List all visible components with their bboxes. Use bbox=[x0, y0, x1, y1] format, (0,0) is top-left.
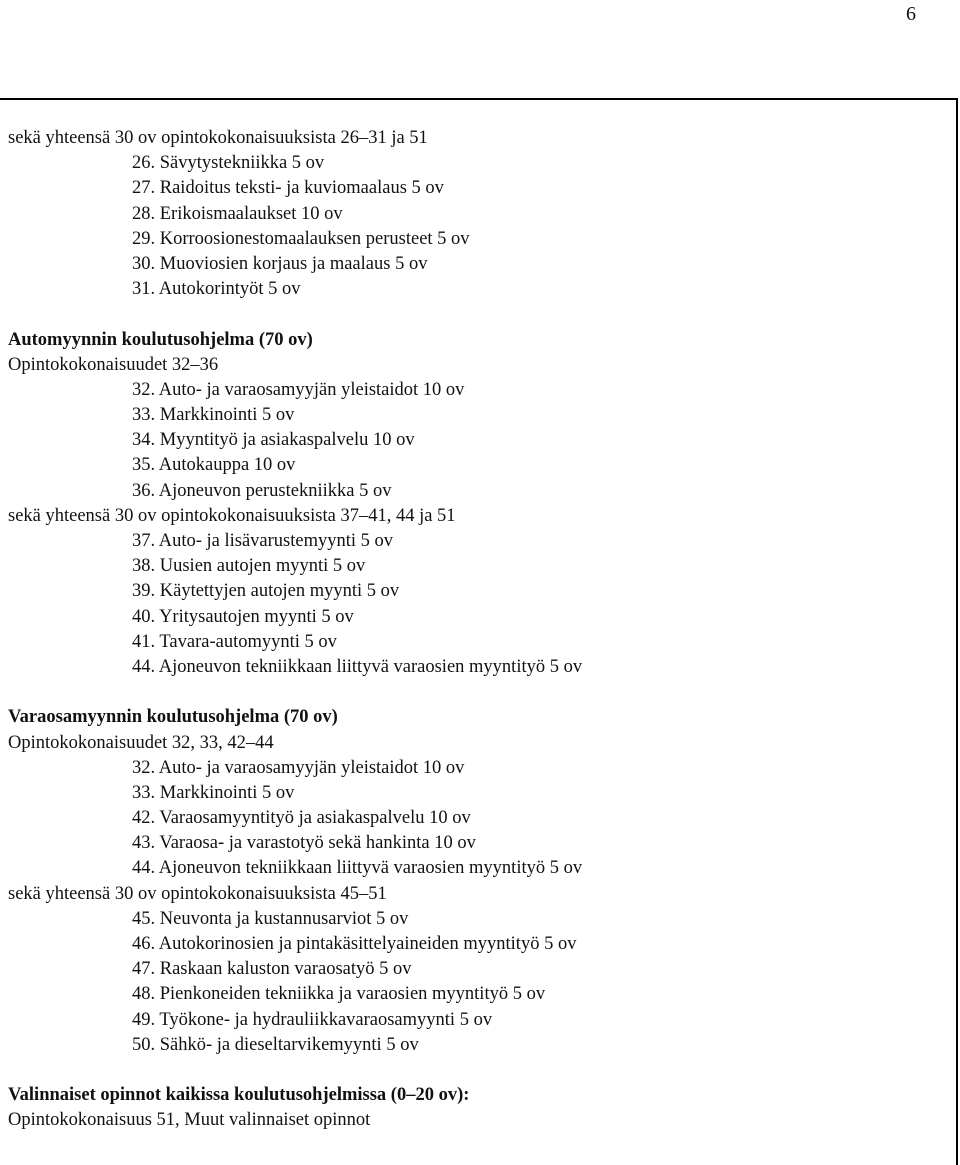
section-heading: Automyynnin koulutusohjelma (70 ov) bbox=[8, 329, 313, 350]
course-item: 41. Tavara-automyynti 5 ov bbox=[132, 631, 337, 652]
text-line: sekä yhteensä 30 ov opintokokonaisuuksista 26–31 ja 51 bbox=[8, 128, 428, 148]
course-item: 26. Sävytystekniikka 5 ov bbox=[132, 153, 325, 174]
course-item: 28. Erikoismaalaukset 10 ov bbox=[132, 203, 343, 224]
course-item: 35. Autokauppa 10 ov bbox=[132, 455, 296, 476]
course-item: 48. Pienkoneiden tekniikka ja varaosien myyntityö 5 ov bbox=[132, 984, 546, 1005]
course-item: 50. Sähkö- ja dieseltarvikemyynti 5 ov bbox=[132, 1034, 419, 1055]
course-item: 37. Auto- ja lisävarustemyynti 5 ov bbox=[132, 531, 394, 551]
course-item: 33. Markkinointi 5 ov bbox=[132, 782, 295, 803]
course-item: 27. Raidoitus teksti- ja kuviomaalaus 5 ov bbox=[132, 178, 444, 199]
page-number: 6 bbox=[906, 3, 916, 25]
paragraph-gap bbox=[8, 680, 952, 705]
course-item: 36. Ajoneuvon perustekniikka 5 ov bbox=[132, 480, 392, 501]
section-heading: Varaosamyynnin koulutusohjelma (70 ov) bbox=[8, 707, 338, 728]
course-item: 42. Varaosamyyntityö ja asiakaspalvelu 10 ov bbox=[132, 808, 471, 829]
course-item: 44. Ajoneuvon tekniikkaan liittyvä varaosien myyntityö 5 ov bbox=[132, 858, 583, 879]
paragraph-gap bbox=[8, 1058, 952, 1083]
course-item: 32. Auto- ja varaosamyyjän yleistaidot 10 ov bbox=[132, 757, 465, 778]
paragraph-gap bbox=[8, 302, 952, 327]
course-item: 38. Uusien autojen myynti 5 ov bbox=[132, 556, 366, 577]
course-item: 43. Varaosa- ja varastotyö sekä hankinta 10 ov bbox=[132, 833, 476, 854]
course-item: 39. Käytettyjen autojen myynti 5 ov bbox=[132, 581, 400, 602]
section-heading: Valinnaiset opinnot kaikissa koulutusohjelmissa (0–20 ov): bbox=[8, 1085, 470, 1106]
course-item: 34. Myyntityö ja asiakaspalvelu 10 ov bbox=[132, 430, 415, 451]
course-item: 29. Korroosionestomaalauksen perusteet 5 ov bbox=[132, 228, 470, 249]
course-item: 30. Muoviosien korjaus ja maalaus 5 ov bbox=[132, 253, 428, 274]
text-line: sekä yhteensä 30 ov opintokokonaisuuksista 37–41, 44 ja 51 bbox=[8, 505, 456, 526]
text-line: Opintokokonaisuudet 32, 33, 42–44 bbox=[8, 732, 274, 753]
course-item: 32. Auto- ja varaosamyyjän yleistaidot 10 ov bbox=[132, 379, 465, 400]
text-line: Opintokokonaisuus 51, Muut valinnaiset opinnot bbox=[8, 1110, 371, 1131]
course-item: 45. Neuvonta ja kustannusarviot 5 ov bbox=[132, 908, 409, 929]
text-line: sekä yhteensä 30 ov opintokokonaisuuksista 45–51 bbox=[8, 883, 387, 904]
course-item: 33. Markkinointi 5 ov bbox=[132, 405, 295, 426]
course-item: 44. Ajoneuvon tekniikkaan liittyvä varaosien myyntityö 5 ov bbox=[132, 656, 583, 677]
course-item: 47. Raskaan kaluston varaosatyö 5 ov bbox=[132, 959, 412, 980]
course-item: 40. Yritysautojen myynti 5 ov bbox=[132, 606, 354, 627]
course-item: 46. Autokorinosien ja pintakäsittelyaineiden myyntityö 5 ov bbox=[132, 934, 577, 954]
document-body bbox=[8, 126, 952, 1134]
course-item: 31. Autokorintyöt 5 ov bbox=[132, 279, 301, 300]
text-line: Opintokokonaisuudet 32–36 bbox=[8, 354, 219, 375]
course-item: 49. Työkone- ja hydrauliikkavaraosamyynti 5 ov bbox=[132, 1009, 493, 1030]
